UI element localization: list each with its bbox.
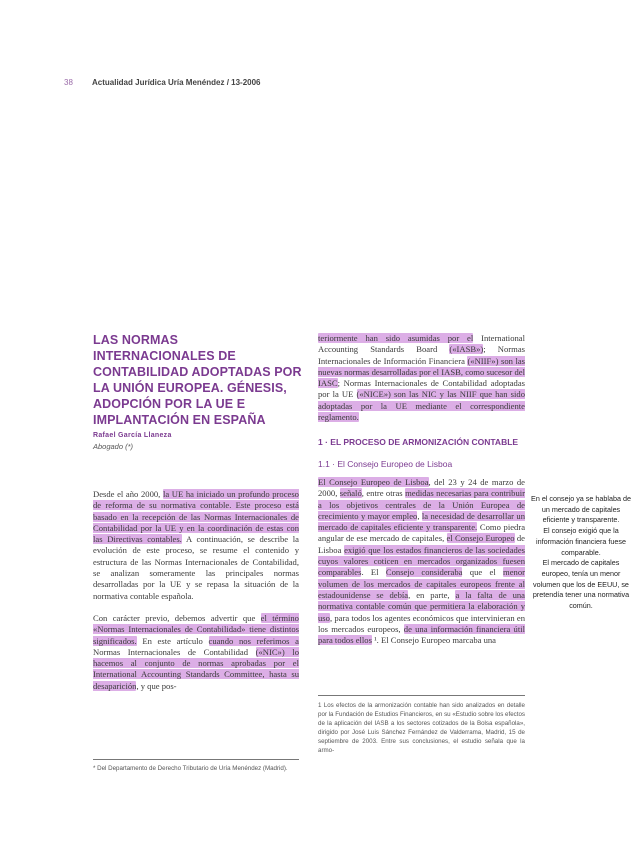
text-run: Desde el año 2000, (93, 489, 163, 499)
highlighted-text: menor volumen de los mercados de capitales europeos frente al estadounidense se debía (318, 567, 526, 600)
running-header: Actualidad Jurídica Uría Menéndez / 13-2006 (92, 78, 261, 87)
footnote-rule (93, 759, 299, 760)
highlighted-text: Consejo consideraba (385, 567, 463, 578)
annotation-line: El consejo exigió que la información financiera fuese comparable. (536, 526, 626, 557)
text-run: , del 23 y 24 de marzo de 2000, (318, 477, 525, 499)
highlighted-text: («NIIF») son las nuevas normas desarrolladas por el IASB, como sucesor del IASC (318, 355, 525, 389)
text-run: Normas Internacionales de Contabilidad (93, 646, 256, 657)
highlighted-text: teriormente han sido asumidas por el (318, 333, 474, 343)
text-run: que el (462, 567, 504, 578)
highlighted-text: la necesidad de desarrollar un mercado de capitales eficiente y transparente. (318, 510, 526, 533)
footnote-rule (318, 695, 525, 696)
text-run: A continuación, se describe la evolución de este proceso, se resume el contenido y estructura de las Normas Internacionales de Contabilidad, se analizan someramente las principales normas desarrolladas por la UE y se repasa la situación de la normativa contable española. (93, 534, 299, 601)
highlighted-text: la UE ha iniciado un profundo proceso de reforma de su normativa contable. Este proceso está basado en la recepción de las Normas Internacionales de Contabilidad por la UE y en la coordinación de estas con las Directivas contables. (93, 489, 299, 545)
margin-annotation (529, 494, 633, 612)
highlighted-text: a la falta de una normativa contable común que permitiera la elaboración y uso (318, 589, 525, 623)
text-run: , entre otras (361, 488, 406, 499)
text-run: de Lisboa (318, 533, 525, 555)
highlighted-text: («IASB») (449, 344, 484, 355)
section-heading: 1 · EL PROCESO DE ARMONIZACIÓN CONTABLE (318, 437, 519, 447)
highlighted-text: («NICE») son las NIC y las NIIF que han sido adoptadas por la UE mediante el correspondiente reglamento. (318, 389, 525, 423)
highlighted-text: El Consejo Europeo de Lisboa (318, 477, 429, 487)
author-role: Abogado (*) (93, 442, 134, 451)
author-name: Rafael García Llaneza (93, 432, 172, 439)
highlighted-text: medidas necesarias para contribuir a los objetivos centrales de la Unión Europea de crecimiento y mayor empleo (318, 488, 525, 521)
text-run: Como piedra angular de ese mercado de capitales, (318, 522, 526, 544)
highlighted-text: el término «Normas Internacionales de Contabilidad» tiene distintos significados. (93, 613, 299, 646)
highlighted-text: el Consejo Europeo (446, 533, 515, 544)
text-run: ¹. El Consejo Europeo marcaba una (371, 635, 496, 646)
text-run: , (417, 510, 422, 521)
highlighted-text: («NIC») lo hacemos al conjunto de normas aprobadas por el International Accounting Standards Committee, hasta su desaparición (93, 646, 299, 691)
lisboa-paragraph (318, 477, 525, 646)
annotation-line: El mercado de capitales europeo, tenía un menor volumen que los de EEUU, se pretendía tener una normativa común. (532, 558, 630, 611)
text-run: , para todos los agentes económicos que intervinieran en los mercados europeos, (318, 612, 525, 634)
intro-paragraph (93, 489, 299, 602)
text-run: ; Normas Internacionales de Información Financiera (318, 344, 526, 366)
text-run: . El (361, 567, 386, 578)
annotation-line: En el consejo ya se hablaba de un mercado de capitales eficiente y transparente. (531, 494, 631, 525)
text-run: International Accounting Standards Board (318, 333, 525, 355)
text-run: , y que pos- (136, 680, 177, 691)
footnote-1: 1 Los efectos de la armonización contable han sido analizados en detalle por la Fundación de Estudios Financieros, en su «Estudio sobre los efectos de la aplicación del IASB a los sectores cotizados de la Bolsa española», dirigido por José Luis Sánchez Fernández de Valderrama, Madrid, 15 de septiembre de 2003. Entre sus conclusiones, el estudio señala que la armo- (318, 702, 525, 754)
highlighted-text: de una información financiera útil para todos ellos (318, 623, 525, 646)
article-title: LAS NORMAS INTERNACIONALES DE CONTABILIDAD ADOPTADAS POR LA UNIÓN EUROPEA. GÉNESIS, ADOPCIÓN POR LA UE E IMPLANTACIÓN EN ESPAÑA (93, 333, 302, 427)
text-run: ; Normas Internacionales de Contabilidad adoptadas por la UE (318, 378, 525, 400)
subsection-heading: 1.1 · El Consejo Europeo de Lisboa (318, 459, 453, 469)
text-run: En este artículo (136, 635, 209, 646)
author-footnote: * Del Departamento de Derecho Tributario de Uría Menéndez (Madrid). (93, 765, 288, 772)
highlighted-text: señaló (339, 488, 362, 499)
page-number: 38 (64, 78, 73, 87)
text-run: , en parte, (408, 589, 456, 600)
terminology-paragraph (93, 613, 299, 692)
highlighted-text: exigió que los estados financieros de las sociedades cuyos valores coticen en mercados organizados fuesen comparables (318, 544, 525, 578)
text-run: Con carácter previo, debemos advertir que (93, 613, 261, 623)
highlighted-text: cuando nos referimos a (208, 635, 299, 646)
terminology-continuation (318, 333, 525, 423)
